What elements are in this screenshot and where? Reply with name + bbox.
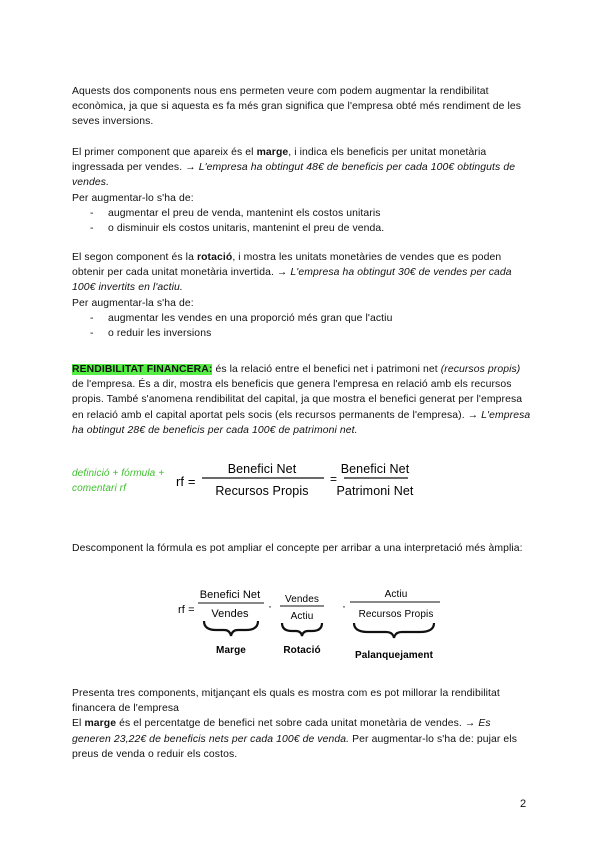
- formula-denominator: Recursos Propis: [358, 609, 434, 620]
- list-item: - o reduir les inversions: [72, 326, 532, 341]
- intro-paragraph: Aquests dos components nous ens permeten veure com podem augmentar la rendibilitat econòmica, ja que si aquesta es fa més gran significa que l'empresa obté més rendiment de les seves inversions.: [72, 86, 522, 128]
- decomposition-paragraph: Descomponent la fórmula es pot ampliar el concepte per arribar a una interpretació més àmplia:: [72, 543, 523, 554]
- label-rotacio: Rotació: [283, 645, 321, 656]
- formula-numerator: Benefici Net: [340, 462, 410, 476]
- formula-numerator: Vendes: [285, 594, 319, 605]
- brace-marge: [204, 621, 258, 636]
- label-marge: Marge: [216, 645, 246, 656]
- page-number: 2: [520, 798, 527, 810]
- formula-lhs: rf =: [176, 474, 196, 489]
- list-item: - augmentar el preu de venda, mantenint els costos unitaris: [72, 206, 532, 221]
- marge-example: L'empresa ha obtingut 48€ de beneficis per cada 100€ obtinguts de vendes.: [72, 162, 516, 189]
- formula-decomposition: [174, 580, 444, 670]
- label-palanquejament: Palanquejament: [354, 650, 434, 661]
- formula-numerator: Benefici Net: [227, 462, 297, 476]
- brace-rotacio: [282, 623, 322, 636]
- formula-denominator: Actiu: [290, 611, 314, 622]
- marge-section: El primer component que apareix és el marge, i indica els beneficis per unitat monetària ingressada per vendes. → L'empresa ha obtingut 48€ de beneficis per cada 100€ obtinguts de vendes. Per augmentar-lo s'ha de: - augmentar el preu de venda, mantenint els costos unitaris - o disminuir els costos unitaris, mantenint el preu de venda.: [72, 145, 532, 236]
- brace-palanquejament: [354, 623, 434, 638]
- rf-example: L'empresa ha obtingut 28€ de beneficis per cada 100€ de patrimoni net.: [72, 409, 531, 436]
- rotacio-section: El segon component és la rotació, i mostra les unitats monetàries de vendes que es poden obtenir per cada unitat monetària invertida. → L'empresa ha obtingut 30€ de vendes per cada 100€ invertits en l'actiu. Per augmentar-la s'ha de: - augmentar les vendes en una proporció més gran que l'actiu - o reduir les inversions: [72, 250, 532, 341]
- dot-operator: ·: [268, 599, 273, 613]
- formula-numerator: Benefici Net: [199, 589, 261, 601]
- closing-section: Presenta tres components, mitjançant els quals es mostra com es pot millorar la rendibilitat financera de l'empresa El marge és el percentatge de benefici net sobre cada unitat monetària de vendes. → Es generen 23,22€ de beneficis nets per cada 100€ de venda. Per augmentar-lo s'ha de: pujar els preus de venda o reduir els costos.: [72, 688, 518, 760]
- formula-numerator: Actiu: [384, 589, 408, 600]
- margin-note: definició + fórmula + comentari rf: [72, 468, 165, 494]
- closing-example: Es generen 23,22€ de beneficis nets per cada 100€ de venda.: [72, 718, 491, 745]
- marge-term: marge: [84, 718, 117, 730]
- rotacio-term: rotació: [196, 252, 233, 263]
- list-item: - augmentar les vendes en una proporció més gran que l'actiu: [72, 311, 532, 326]
- list-item: - o disminuir els costos unitaris, mantenint el preu de venda.: [72, 221, 532, 236]
- rendibilitat-financera-section: RENDIBILITAT FINANCERA: és la relació entre el benefici net i patrimoni net (recursos propis) de l'empresa. És a dir, mostra els beneficis que genera l'empresa en relació amb els recursos propis. També s'anomena rendibilitat del capital, ja que mostra el benefici generat per l'empresa en relació amb el capital aportat pels socis (els recursos permanents de l'empresa). → L'empresa ha obtingut 28€ de beneficis per cada 100€ de patrimoni net.: [72, 364, 531, 436]
- marge-term: marge: [256, 147, 289, 158]
- formula-denominator: Recursos Propis: [215, 484, 309, 498]
- dot-operator: ·: [342, 599, 347, 613]
- formula-rf: [170, 456, 430, 506]
- section-heading: RENDIBILITAT FINANCERA:: [72, 364, 213, 375]
- formula-denominator: Patrimoni Net: [336, 484, 414, 498]
- formula-equals: =: [330, 472, 338, 486]
- rotacio-example: L'empresa ha obtingut 30€ de vendes per cada 100€ invertits en l'actiu.: [72, 267, 512, 294]
- formula-denominator: Vendes: [211, 608, 249, 620]
- formula-lhs: rf =: [178, 604, 195, 616]
